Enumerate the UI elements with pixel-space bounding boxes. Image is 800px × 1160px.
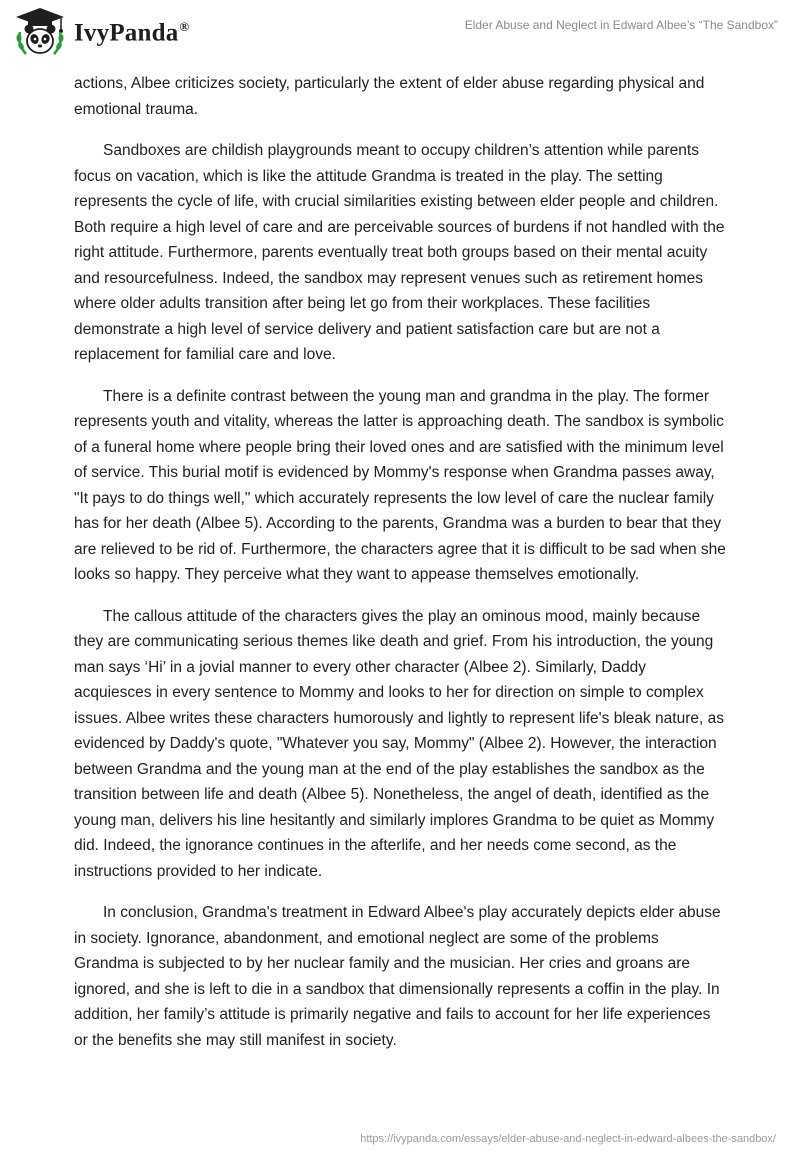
paragraph: The callous attitude of the characters gives the play an ominous mood, mainly because they are communicating serious themes like death and grief. From his introduction, the young man says ‘Hi’ in a jovial manner to every other character (Albee 2). Similarly, Daddy acquiesces in every sentence to Mommy and looks to her for direction on simple to complex issues. Albee writes these characters humorously and lightly to represent life's bleak nature, as evidenced by Daddy's quote, "Whatever you say, Mommy" (Albee 2). However, the interaction between Grandma and the young man at the end of the play establishes the sandbox as the transition between life and death (Albee 5). Nonetheless, the angel of death, identified as the young man, delivers his line hesitantly and similarly implores Grandma to be quiet as Mommy did. Indeed, the ignorance continues in the afterlife, and her needs come second, as the instructions provided to her indicate. [74, 607, 724, 880]
registered-mark: ® [179, 18, 190, 34]
paragraph: In conclusion, Grandma's treatment in Edward Albee's play accurately depicts elder abuse in society. Ignorance, abandonment, and emotional neglect are some of the problems Grandma is subjected to by her nuclear family and the musician. Her cries and groans are ignored, and she is left to die in a sandbox that dimensionally represents a coffin in the play. In addition, her family’s attitude is primarily negative and fails to account for her life experiences or the benefits she may still manifest in society. [74, 904, 721, 1049]
paragraph: There is a definite contrast between the young man and grandma in the play. The former represents youth and vitality, whereas the latter is approaching death. The sandbox is symbolic of a funeral home where people bring their loved ones and are satisfied with the minimum level of service. This burial motif is evidenced by Mommy's response when Grandma passes away, "It pays to do things well," which accurately represents the low level of care the nuclear family has for her death (Albee 5). According to the parents, Grandma was a burden to bear that they are relieved to be rid of. Furthermore, the characters agree that it is difficult to be sad when she looks so happy. They perceive what they want to appease themselves emotionally. [74, 387, 726, 583]
brand-name: IvyPanda® [74, 18, 190, 47]
page-header [0, 0, 800, 72]
essay-body [74, 71, 726, 1069]
paragraph-continued: actions, Albee criticizes society, particularly the extent of elder abuse regarding physical and emotional trauma. [74, 75, 705, 118]
paragraph: Sandboxes are childish playgrounds meant to occupy children’s attention while parents focus on vacation, which is like the attitude Grandma is treated in the play. The setting represents the cycle of life, with crucial similarities existing between elder people and children. Both require a high level of care and are perceivable sources of burdens if not handled with the right attitude. Furthermore, parents eventually treat both groups based on their mental acuity and resourcefulness. Indeed, the sandbox may represent venues such as retirement homes where older adults transition after being let go from their workplaces. These facilities demonstrate a high level of service delivery and patient satisfaction care but are not a replacement for familial care and love. [74, 142, 725, 363]
source-url[interactable]: https://ivypanda.com/essays/elder-abuse-and-neglect-in-edward-albees-the-sandbox/ [360, 1133, 776, 1145]
document-title: Elder Abuse and Neglect in Edward Albee’s “The Sandbox” [464, 18, 778, 32]
ivypanda-logo[interactable] [12, 6, 189, 60]
panda-graduate-icon [12, 6, 68, 60]
